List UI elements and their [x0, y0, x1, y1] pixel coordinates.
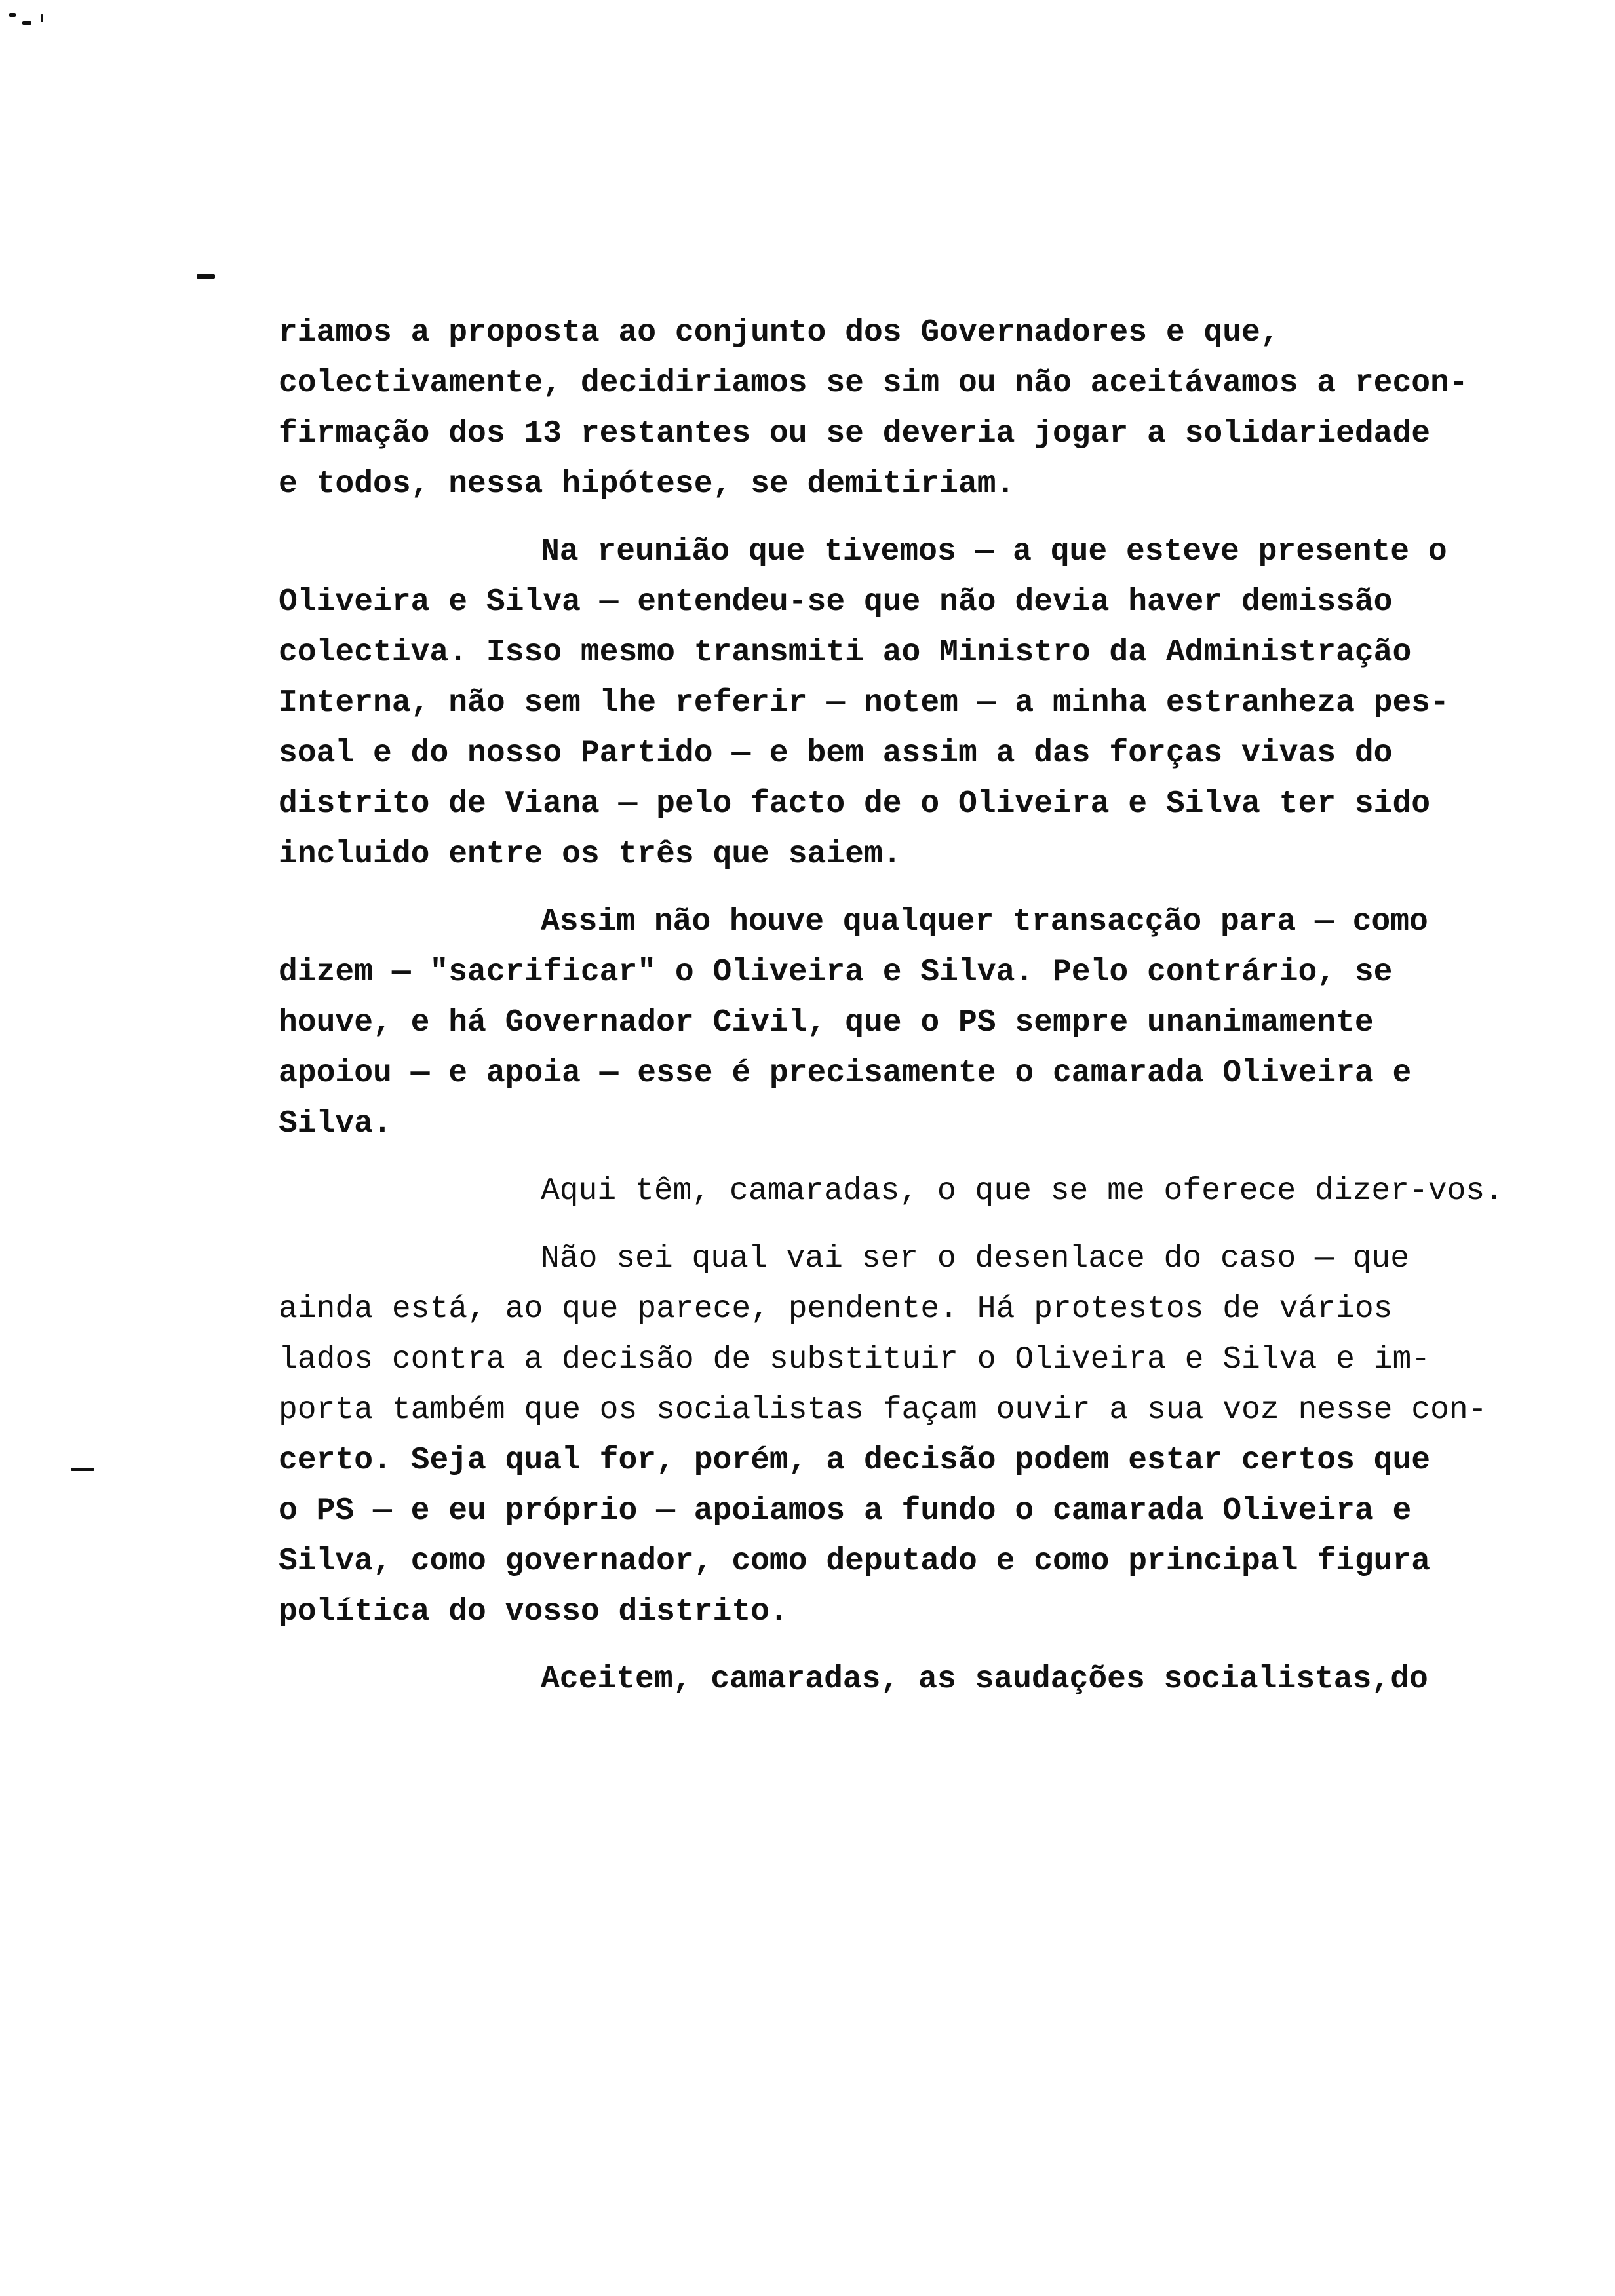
scan-mark-top-left-3	[41, 14, 43, 22]
text-line: Oliveira e Silva — entendeu-se que não devia haver demissão	[279, 584, 1393, 620]
text-line: Interna, não sem lhe referir — notem — a minha estranheza pes-	[279, 685, 1449, 721]
text-line: Não sei qual vai ser o desenlace do caso — que	[541, 1241, 1410, 1276]
text-line: Aqui têm, camaradas, o que se me oferece dizer-vos.	[541, 1174, 1504, 1209]
text-line: ainda está, ao que parece, pendente. Há protestos de vários	[279, 1292, 1393, 1327]
scan-mark-top-left	[9, 13, 16, 17]
punch-mark-upper	[197, 274, 215, 279]
text-line: houve, e há Governador Civil, que o PS sempre unanimamente	[279, 1005, 1374, 1041]
text-line: firmação dos 13 restantes ou se deveria jogar a solidariedade	[279, 416, 1431, 451]
text-line: Silva, como governador, como deputado e como principal figura	[279, 1544, 1431, 1579]
punch-mark-lower	[71, 1468, 94, 1471]
text-line: riamos a proposta ao conjunto dos Governadores e que,	[279, 315, 1279, 351]
paragraph-4	[279, 1166, 1524, 1217]
text-line: o PS — e eu próprio — apoiamos a fundo o camarada Oliveira e	[279, 1493, 1412, 1529]
paragraph-2	[279, 527, 1524, 880]
text-line: porta também que os socialistas façam ouvir a sua voz nesse con-	[279, 1392, 1487, 1428]
text-line: incluido entre os três que saiem.	[279, 837, 902, 872]
text-line: colectivamente, decidiriamos se sim ou não aceitávamos a recon-	[279, 366, 1468, 401]
text-line: apoiou — e apoia — esse é precisamente o camarada Oliveira e	[279, 1056, 1412, 1091]
paragraph-3	[279, 897, 1524, 1149]
text-line: lados contra a decisão de substituir o Oliveira e Silva e im-	[279, 1342, 1431, 1377]
text-line: Assim não houve qualquer transacção para — como	[541, 904, 1428, 940]
text-line: Na reunião que tivemos — a que esteve presente o	[541, 534, 1447, 569]
letter-body	[279, 308, 1524, 1722]
text-line: Aceitem, camaradas, as saudações socialistas,do	[541, 1662, 1428, 1697]
text-line: certo. Seja qual for, porém, a decisão podem estar certos que	[279, 1443, 1431, 1478]
text-line: política do vosso distrito.	[279, 1594, 788, 1630]
paragraph-6	[279, 1655, 1524, 1705]
text-line: e todos, nessa hipótese, se demitiriam.	[279, 467, 1015, 502]
text-line: colectiva. Isso mesmo transmiti ao Ministro da Administração	[279, 635, 1412, 670]
text-line: dizem — "sacrificar" o Oliveira e Silva. Pelo contrário, se	[279, 955, 1393, 990]
text-line: soal e do nosso Partido — e bem assim a das forças vivas do	[279, 736, 1393, 771]
paragraph-5	[279, 1234, 1524, 1637]
text-line: distrito de Viana — pelo facto de o Oliveira e Silva ter sido	[279, 786, 1431, 822]
paragraph-1	[279, 308, 1524, 510]
scan-mark-top-left-2	[22, 21, 31, 25]
text-line: Silva.	[279, 1106, 392, 1141]
